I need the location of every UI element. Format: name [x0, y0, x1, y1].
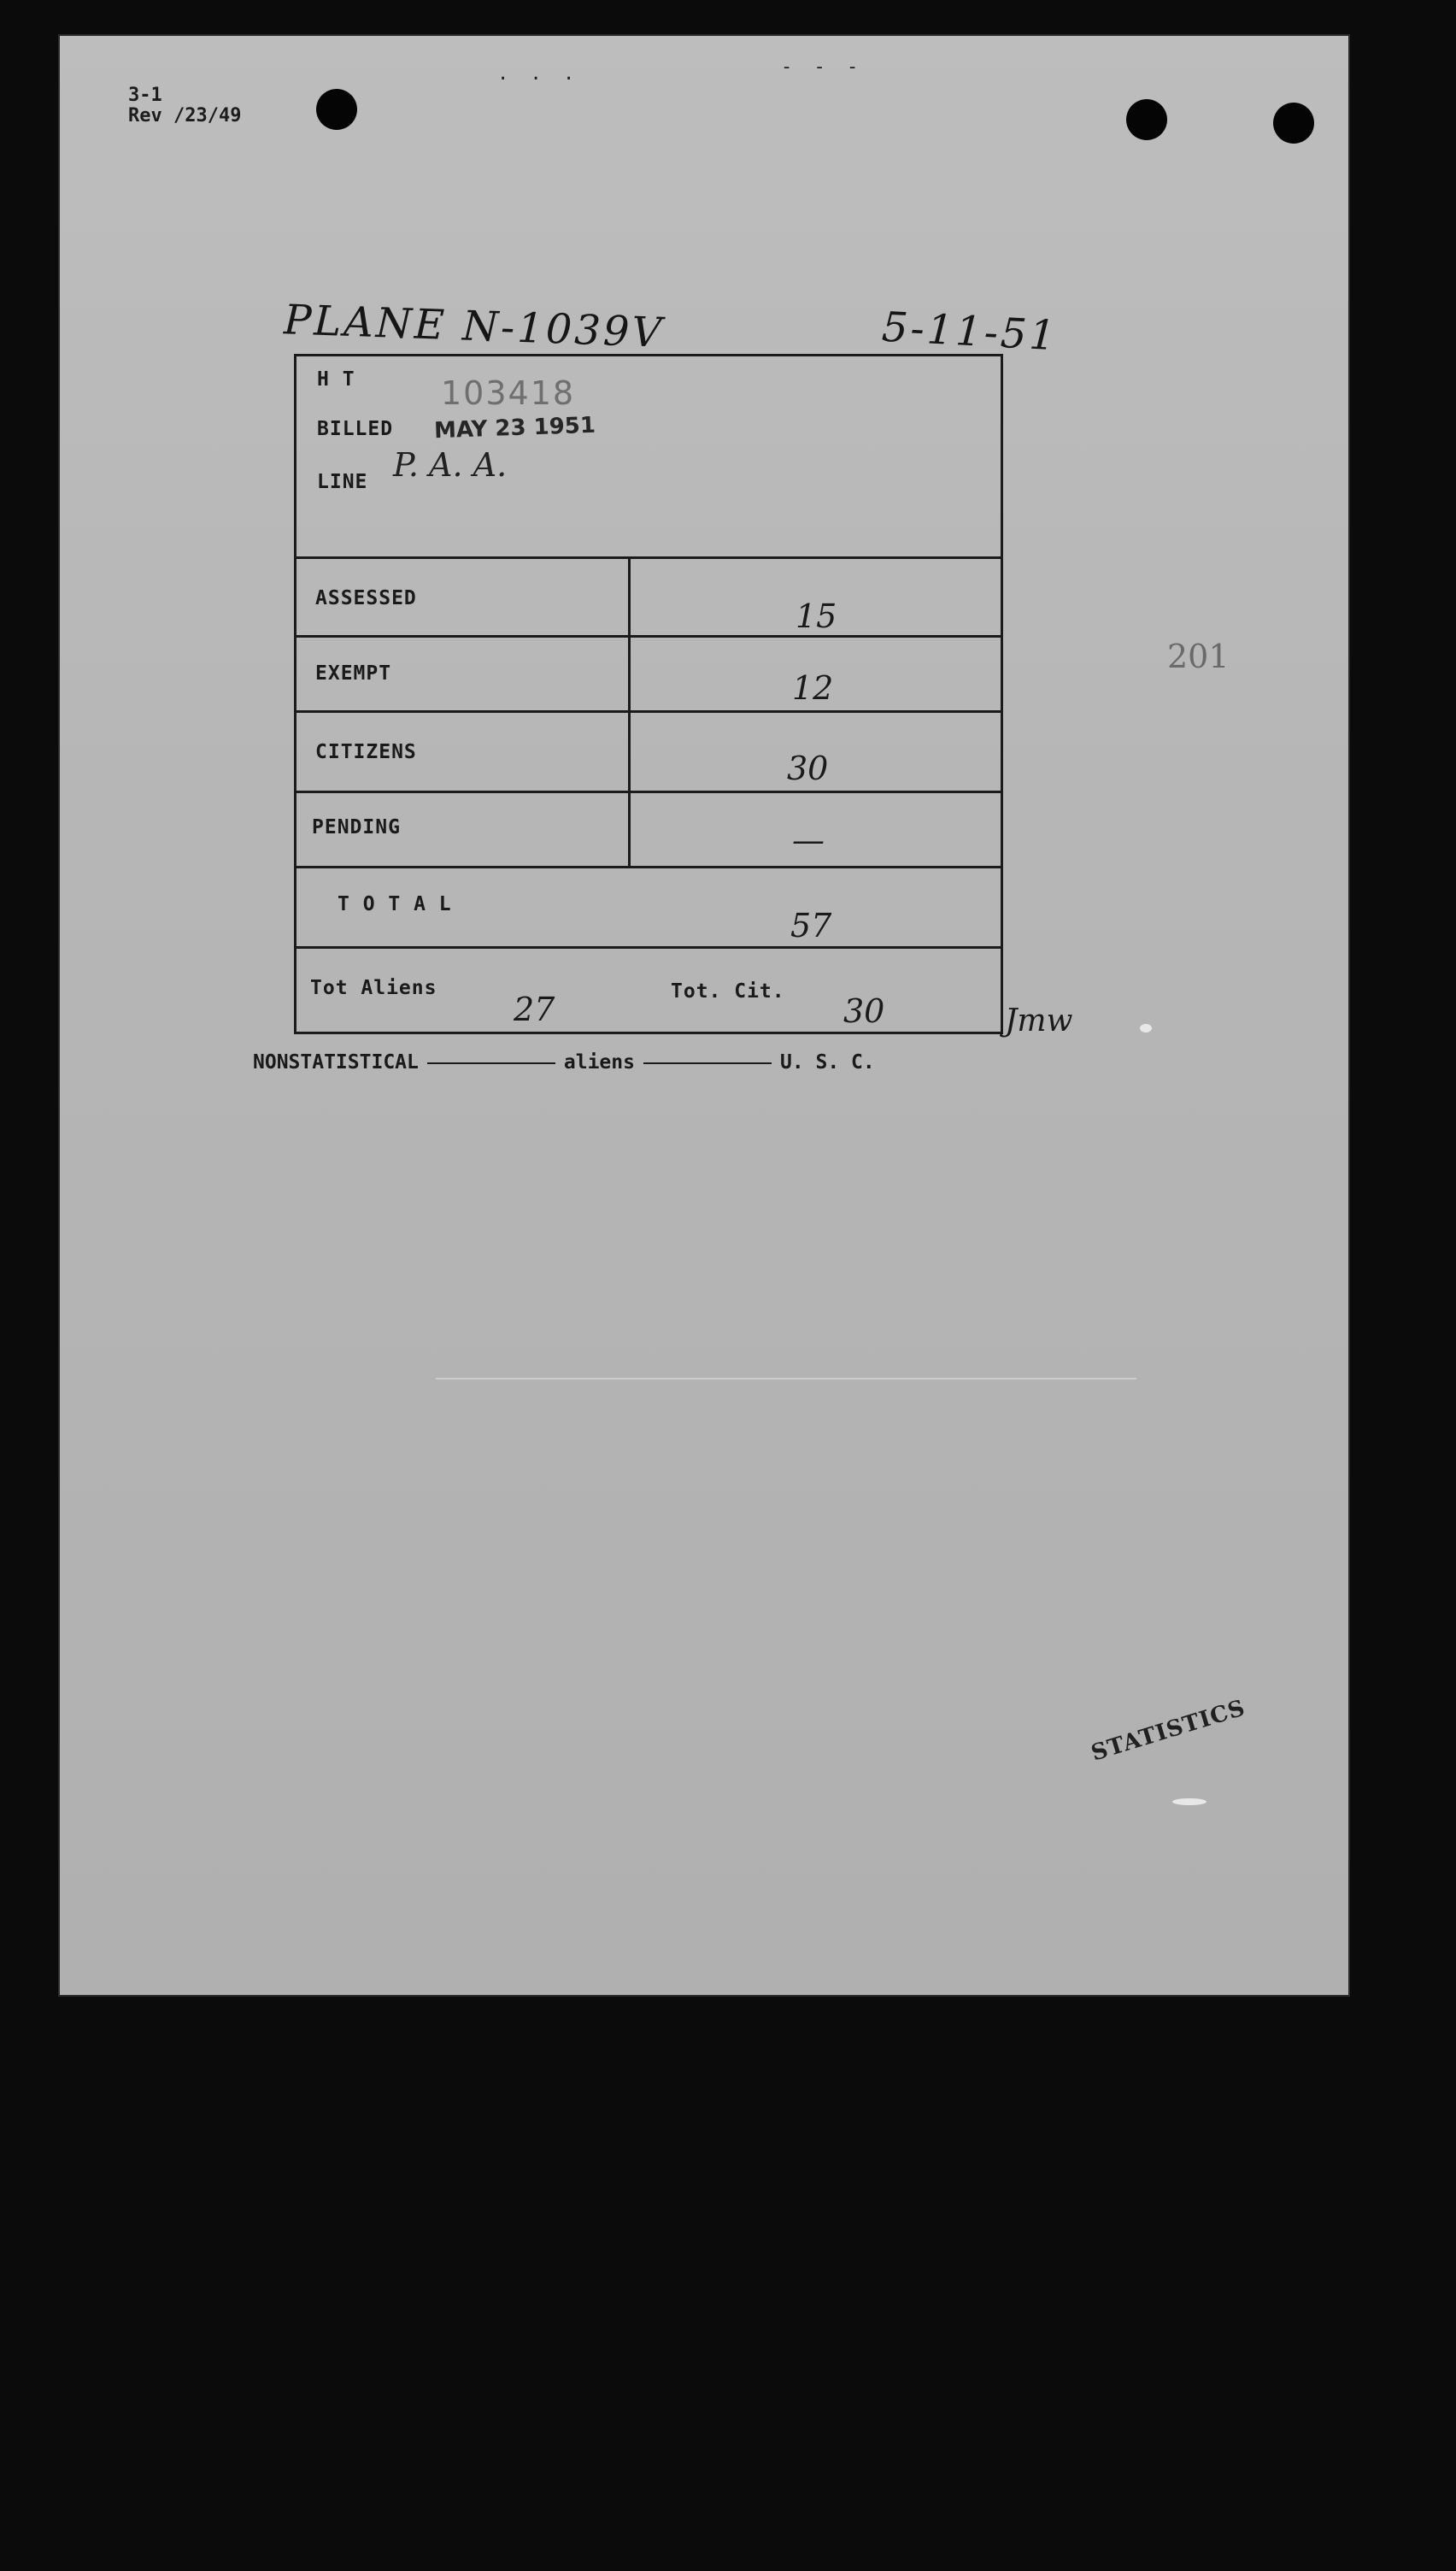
nonstatistical-label: NONSTATISTICAL	[253, 1051, 419, 1074]
side-number: 201	[1167, 638, 1230, 675]
top-mark-2: - - -	[781, 56, 864, 78]
exempt-value: 12	[792, 669, 834, 707]
divider-row-4	[296, 866, 1001, 868]
divider-row-2	[296, 710, 1001, 713]
divider-row-1	[296, 635, 1001, 638]
assessed-label: ASSESSED	[315, 587, 417, 609]
pending-label: PENDING	[312, 816, 401, 838]
citizens-label: CITIZENS	[315, 741, 417, 763]
billed-label: BILLED	[317, 418, 394, 440]
plane-handwritten: PLANE N-1039V	[283, 296, 666, 357]
document-page	[60, 36, 1348, 1995]
assessed-value: 15	[796, 597, 837, 635]
paper-speck	[1140, 1024, 1152, 1033]
tot-aliens-value: 27	[514, 991, 555, 1028]
date-handwritten: 5-11-51	[880, 303, 1060, 361]
line-handwritten: P. A. A.	[393, 446, 508, 484]
aliens-label: aliens	[563, 1051, 635, 1074]
tot-cit-label: Tot. Cit.	[671, 980, 785, 1003]
punch-hole-left	[316, 89, 357, 130]
stamp-number: 103418	[441, 374, 576, 412]
line-label: LINE	[317, 471, 368, 493]
total-value: 57	[790, 907, 832, 944]
statistics-stamp: STATISTICS	[1088, 1695, 1249, 1767]
ht-label: H T	[317, 368, 355, 391]
nonstatistical-line	[253, 1051, 875, 1074]
citizens-value: 30	[787, 750, 829, 787]
initials-handwritten: Jmw	[1005, 1003, 1073, 1038]
paper-speck	[1172, 1798, 1206, 1805]
punch-hole-middle	[1126, 99, 1167, 140]
form-revision: Rev /23/49	[128, 105, 242, 126]
tot-aliens-label: Tot Aliens	[310, 977, 437, 999]
usc-label: U. S. C.	[779, 1051, 875, 1074]
top-mark-1: · · ·	[497, 68, 580, 90]
total-label: T O T A L	[338, 893, 452, 915]
punch-hole-right	[1273, 103, 1314, 144]
pending-value: —	[792, 821, 825, 859]
exempt-label: EXEMPT	[315, 662, 392, 685]
form-number: 3-1	[128, 85, 162, 106]
divider-total	[296, 946, 1001, 949]
divider-top	[296, 556, 1001, 559]
paper-crease	[436, 1378, 1136, 1380]
divider-row-3	[296, 791, 1001, 793]
aliens-blank	[643, 1062, 772, 1064]
tot-cit-value: 30	[843, 992, 885, 1030]
column-divider	[628, 556, 631, 868]
nonstatistical-blank	[427, 1062, 555, 1064]
stamp-date: MAY 23 1951	[433, 412, 596, 444]
form-identifier	[128, 85, 241, 126]
